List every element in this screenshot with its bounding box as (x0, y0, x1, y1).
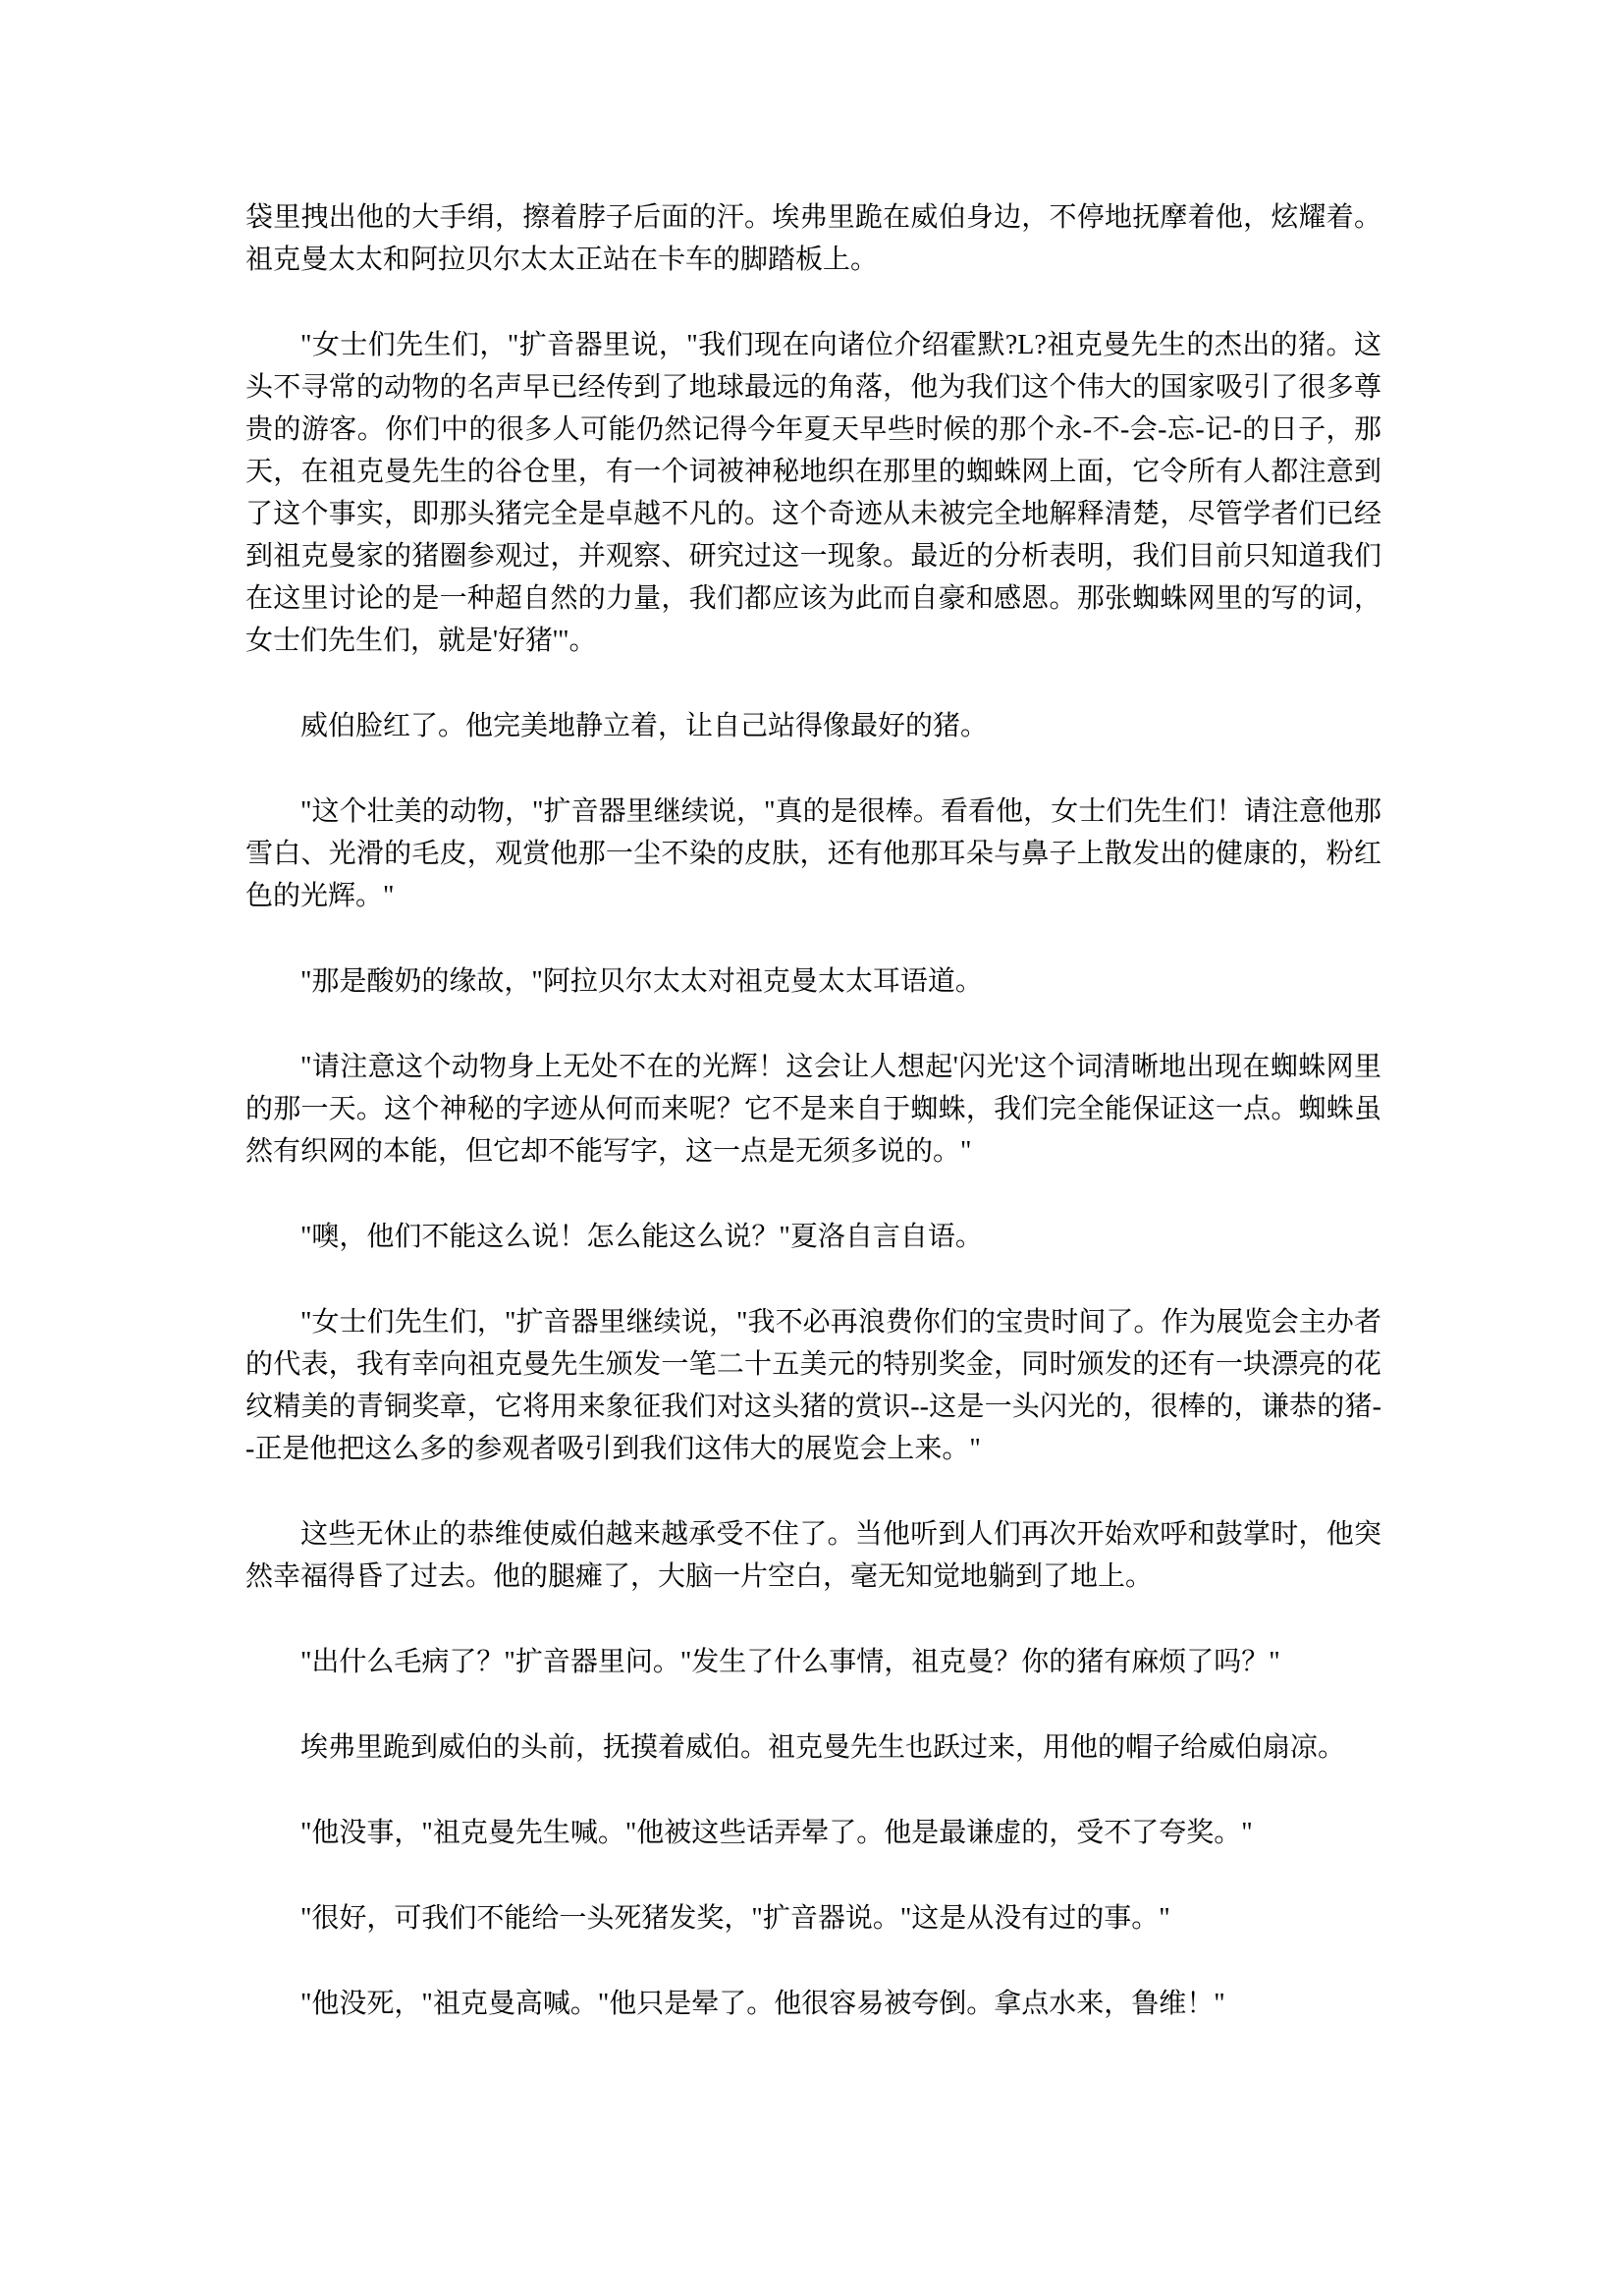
paragraph: "他没事，"祖克曼先生喊。"他被这些话弄晕了。他是最谦虚的，受不了夸奖。" (300, 1818, 1253, 1848)
paragraph: "那是酸奶的缘故，"阿拉贝尔太太对祖克曼太太耳语道。 (300, 966, 983, 997)
paragraph: 袋里拽出他的大手绢，擦着脖子后面的汗。埃弗里跪在威伯身边，不停地抚摩着他，炫耀着。祖克曼太太和阿拉贝尔太太正站在卡车的脚踏板上。 (245, 202, 1381, 275)
paragraph: "女士们先生们，"扩音器里说，"我们现在向诸位介绍霍默?L?祖克曼先生的杰出的猪。这头不寻常的动物的名声早已经传到了地球最远的角落，他为我们这个伟大的国家吸引了很多尊贵的游客。你们中的很多人可能仍然记得今年夏天早些时候的那个永-不-会-忘-记-的日子，那天，在祖克曼先生的谷仓里，有一个词被神秘地织在那里的蜘蛛网上面，它令所有人都注意到了这个事实，即那头猪完全是卓越不凡的。这个奇迹从未被完全地解释清楚，尽管学者们已经到祖克曼家的猪圈参观过，并观察、研究过这一现象。最近的分析表明，我们目前只知道我们在这里讨论的是一种超自然的力量，我们都应该为此而自豪和感恩。那张蜘蛛网里的写的词，女士们先生们，就是'好猪'"。 (245, 330, 1381, 656)
paragraph: "噢，他们不能这么说！怎么能这么说？"夏洛自言自语。 (300, 1222, 983, 1252)
paragraph: 威伯脸红了。他完美地静立着，让自己站得像最好的猪。 (300, 711, 989, 741)
paragraph: "女士们先生们，"扩音器里继续说，"我不必再浪费你们的宝贵时间了。作为展览会主办者的代表，我有幸向祖克曼先生颁发一笔二十五美元的特别奖金，同时颁发的还有一块漂亮的花纹精美的青铜奖章，它将用来象征我们对这头猪的赏识--这是一头闪光的，很棒的，谦恭的猪--正是他把这么多的参观者吸引到我们这伟大的展览会上来。" (245, 1307, 1381, 1464)
paragraph: 这些无休止的恭维使威伯越来越承受不住了。当他听到人们再次开始欢呼和鼓掌时，他突然幸福得昏了过去。他的腿瘫了，大脑一片空白，毫无知觉地躺到了地上。 (245, 1519, 1381, 1592)
paragraph: 埃弗里跪到威伯的头前，抚摸着威伯。祖克曼先生也跃过来，用他的帽子给威伯扇凉。 (300, 1732, 1346, 1763)
document-body-text (245, 196, 1381, 2025)
paragraph: "这个壮美的动物，"扩音器里继续说，"真的是很棒。看看他，女士们先生们！请注意他那雪白、光滑的毛皮，观赏他那一尘不染的皮肤，还有他那耳朵与鼻子上散发出的健康的，粉红色的光辉。" (245, 796, 1381, 911)
paragraph: "很好，可我们不能给一头死猪发奖，"扩音器说。"这是从没有过的事。" (300, 1903, 1170, 1934)
paragraph: "他没死，"祖克曼高喊。"他只是晕了。他很容易被夸倒。拿点水来，鲁维！" (300, 1989, 1225, 2019)
paragraph: "出什么毛病了？"扩音器里问。"发生了什么事情，祖克曼？你的猪有麻烦了吗？" (300, 1647, 1280, 1677)
paragraph: "请注意这个动物身上无处不在的光辉！这会让人想起'闪光'这个词清晰地出现在蜘蛛网里的那一天。这个神秘的字迹从何而来呢？它不是来自于蜘蛛，我们完全能保证这一点。蜘蛛虽然有织网的本能，但它却不能写字，这一点是无须多说的。" (245, 1052, 1381, 1167)
